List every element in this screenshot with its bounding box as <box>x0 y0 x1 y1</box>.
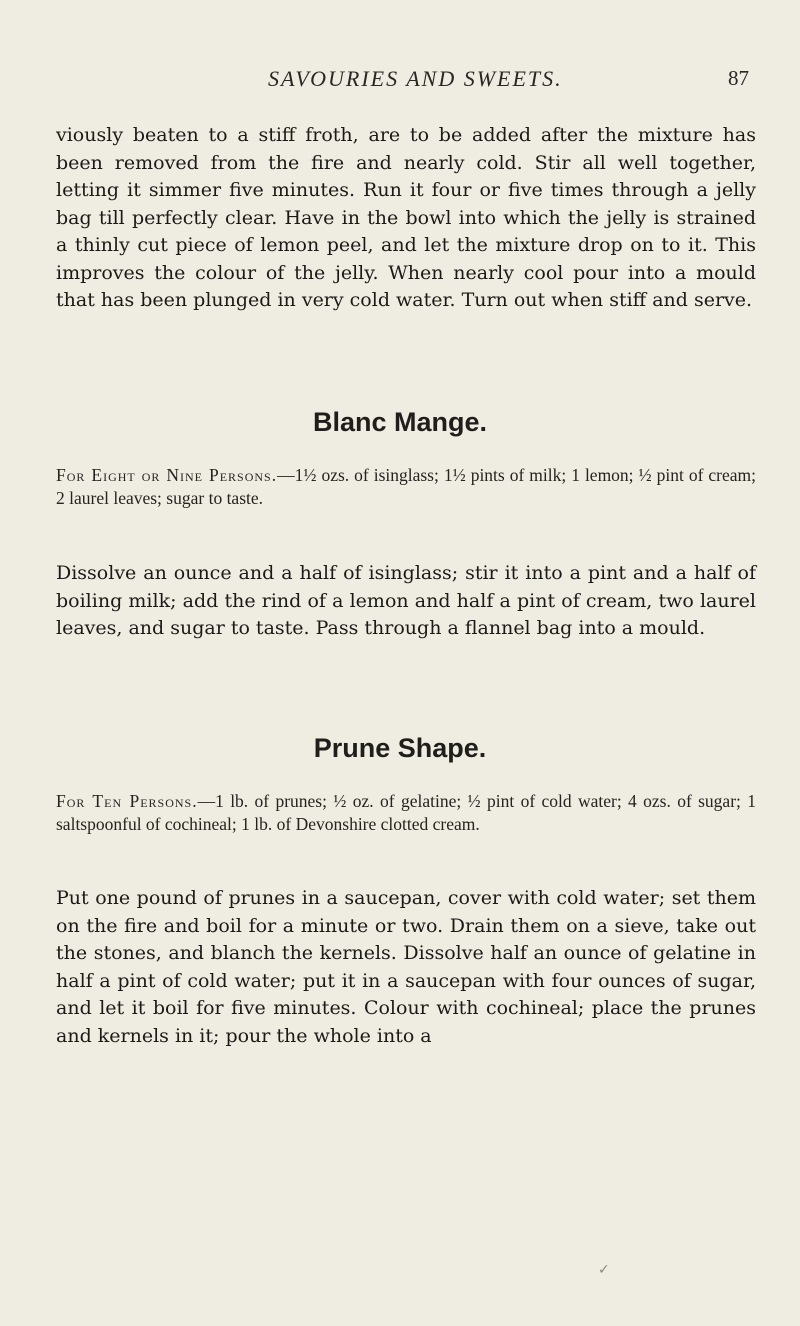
continued-recipe-text: viously beaten to a stiff froth, are to be added after the mixture has been removed from the fire and nearly cold. Stir all well together, letting it simmer five minutes. Run it four or five times through a jelly bag till perfectly clear. Have in the bowl into which the jelly is strained a thinly cut piece of lemon peel, and let the mixture drop on to it. This improves the colour of the jelly. When nearly cool pour into a mould that has been plunged in very cold water. Turn out when stiff and serve. <box>56 124 756 311</box>
recipe-title-blanc-mange: Blanc Mange. <box>312 407 488 437</box>
ingredients-prune-shape <box>56 790 756 836</box>
serving-note: For Eight or Nine Persons. <box>56 465 278 485</box>
ingredients-text <box>56 790 756 836</box>
ingredients-blanc-mange <box>56 464 756 510</box>
ingredients-text <box>56 464 756 510</box>
serving-note: For Ten Persons. <box>56 791 198 811</box>
method-prune-shape <box>56 885 756 1050</box>
method-text: Put one pound of prunes in a saucepan, cover with cold water; set them on the fire and boil for a minute or two. Drain them on a sieve, take out the stones, and blanch the kernels. Dissolve half an ounce of gelatine in half a pint of cold water; put it in a saucepan with four ounces of sugar, and let it boil for five minutes. Colour with cochineal; place the prunes and kernels in it; pour the whole into a <box>56 887 756 1047</box>
recipe-title-prune-shape: Prune Shape. <box>313 733 487 763</box>
page-number: 87 <box>728 66 749 90</box>
ingredient-list: —1½ ozs. of isinglass; 1½ pints of milk; 1 lemon; ½ pint of cream; 2 laurel leaves; sugar to taste. <box>56 465 757 508</box>
continued-recipe <box>56 122 756 315</box>
running-title: SAVOURIES AND SWEETS. <box>268 66 563 91</box>
method-blanc-mange <box>56 560 756 643</box>
running-head <box>0 66 800 96</box>
printer-mark-icon: ✓ <box>598 1262 610 1278</box>
method-text: Dissolve an ounce and a half of isinglass; stir it into a pint and a half of boiling milk; add the rind of a lemon and half a pint of cream, two laurel leaves, and sugar to taste. Pass through a flannel bag into a mould. <box>56 562 756 639</box>
ingredient-list: —1 lb. of prunes; ½ oz. of gelatine; ½ pint of cold water; 4 ozs. of sugar; 1 saltspoonful of cochineal; 1 lb. of Devonshire clotted cream. <box>56 791 756 834</box>
